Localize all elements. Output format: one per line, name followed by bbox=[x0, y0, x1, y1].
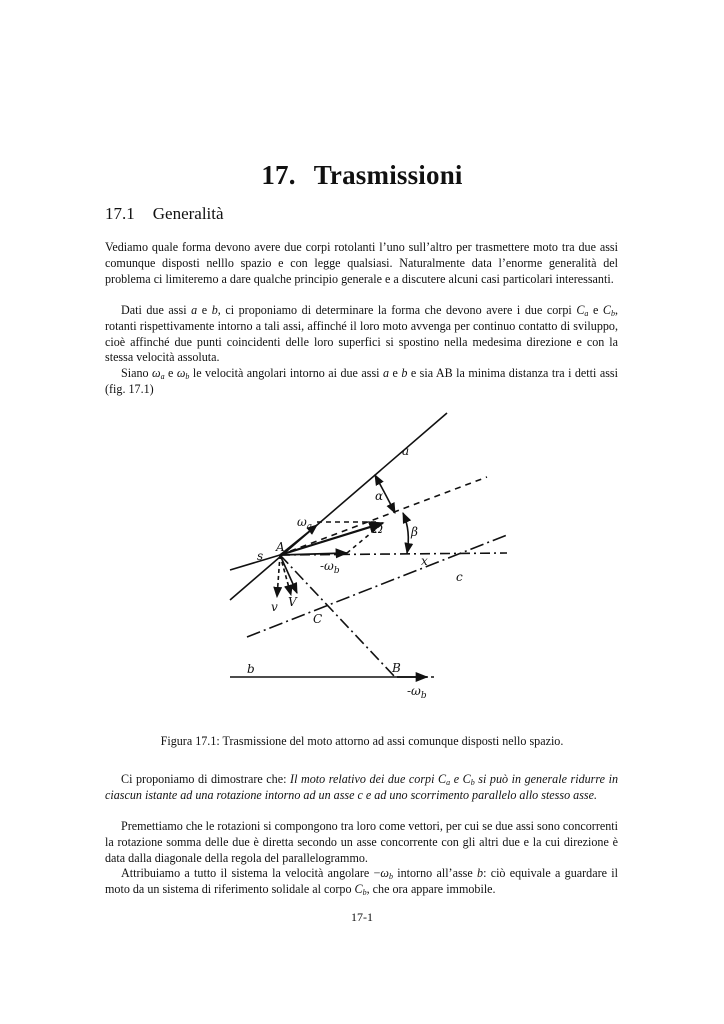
label-minus-omega-b-main: -ω bbox=[320, 559, 334, 573]
vector-Omega bbox=[280, 523, 383, 555]
text-run: e bbox=[588, 303, 603, 317]
math-var: b bbox=[477, 866, 484, 880]
math-sub: b bbox=[610, 309, 615, 318]
label-beta: β bbox=[411, 525, 418, 539]
paragraph-axes bbox=[105, 303, 618, 366]
label-x: x bbox=[421, 554, 428, 568]
label-Omega: Ω bbox=[373, 522, 383, 536]
math-var: ω bbox=[176, 366, 186, 380]
figure-diagram bbox=[225, 405, 515, 701]
label-alpha: α bbox=[375, 489, 384, 503]
label-minus-omega-b-2-main: -ω bbox=[407, 684, 421, 698]
label-c: c bbox=[456, 570, 463, 584]
paragraph-intro: Vediamo quale forma devono avere due corpi rotolanti l’uno sull’altro per trasmettere moto tra due assi comunque disposti nelllo spazio e con legge qualsiasi. Naturalmente data l’enorme generalità del problema ci limiteremo a dare qualche principio generale e a discutere alcuni casi particolari interessanti. bbox=[105, 240, 618, 286]
label-b: b bbox=[247, 662, 255, 676]
chapter-number: 17. bbox=[261, 160, 296, 190]
label-v: v bbox=[271, 600, 278, 614]
theorem-italic: Il moto relativo dei due corpi C bbox=[290, 772, 447, 786]
paragraph-reference-frame bbox=[105, 866, 618, 898]
label-omega-a-sub: a bbox=[306, 522, 313, 532]
label-minus-omega-b-2 bbox=[407, 684, 427, 701]
math-var: b bbox=[401, 366, 408, 380]
paragraph-theorem bbox=[105, 772, 618, 804]
vector-minus-omega-b bbox=[280, 553, 347, 555]
text-run: intorno all’asse bbox=[392, 866, 478, 880]
page-number: 17-1 bbox=[351, 910, 373, 924]
label-C: C bbox=[313, 612, 323, 626]
math-var: a bbox=[383, 366, 390, 380]
figure-caption: Figura 17.1: Trasmissione del moto attorno ad assi comunque disposti nello spazio. bbox=[160, 734, 564, 748]
label-minus-omega-b-sub: b bbox=[333, 566, 340, 576]
math-sub: a bbox=[446, 778, 451, 787]
text-run: e bbox=[164, 366, 177, 380]
label-minus-omega-b-2-sub: b bbox=[420, 691, 427, 701]
text-run: Siano bbox=[121, 366, 153, 380]
label-minus-omega-b bbox=[320, 559, 340, 576]
text-run: , rotanti rispettivamente intorno a tali assi, affinché il loro moto avvenga per continuo contatto di sviluppo, cioè affinché due punti coincidenti delle loro superfici si spostino nella medesima direzione e con la stessa velocità assoluta. bbox=[105, 303, 619, 365]
math-var: C bbox=[602, 303, 611, 317]
dashed-b-projection bbox=[280, 477, 487, 555]
math-sub: b bbox=[470, 778, 475, 787]
text-run: , che ora appare immobile. bbox=[366, 881, 496, 896]
math-sub: b bbox=[185, 372, 190, 381]
label-a: a bbox=[402, 444, 410, 458]
math-sub: a bbox=[584, 309, 589, 318]
text-run: e bbox=[197, 303, 212, 317]
text-run: e sia AB la minima distanza tra i detti assi (fig. 17.1) bbox=[105, 366, 618, 396]
math-sub: b bbox=[388, 872, 393, 881]
text-run: : ciò equivale a guardare il moto da un sistema di riferimento solidale al corpo bbox=[105, 866, 618, 896]
label-V: V bbox=[288, 595, 297, 609]
text-run: , ci proponiamo di determinare la forma che devono avere i due corpi bbox=[217, 303, 577, 317]
theorem-italic: e C bbox=[450, 772, 471, 786]
math-sub: b bbox=[362, 887, 367, 897]
text-run: e bbox=[389, 366, 402, 380]
math-var: C bbox=[576, 303, 585, 317]
paragraph-rotations: Premettiamo che le rotazioni si compongono tra loro come vettori, per cui se due assi sono concorrenti la rotazione somma delle due è diretta secondo un asse concorrente con gli altri due e la cui direzione è data dalla diagonale della regola del parallelogrammo. bbox=[105, 819, 618, 865]
math-var: C bbox=[354, 881, 363, 896]
section-heading bbox=[105, 204, 224, 224]
theorem-italic: si può in generale ridurre in ciascun istante ad una rotazione intorno ad un asse c e ad uno scorrimento parallelo allo stesso asse. bbox=[105, 772, 619, 802]
text-run: le velocità angolari intorno ai due assi bbox=[189, 366, 383, 380]
math-var: ω bbox=[152, 366, 161, 380]
paragraph-velocities bbox=[105, 366, 618, 398]
vector-s bbox=[280, 555, 297, 593]
math-var: ω bbox=[380, 866, 389, 880]
label-omega-a bbox=[297, 515, 312, 532]
label-A: A bbox=[276, 540, 285, 554]
math-sub: a bbox=[160, 372, 165, 381]
label-s: s bbox=[257, 549, 264, 563]
text-run: Dati due assi bbox=[121, 303, 192, 317]
section-number: 17.1 bbox=[105, 204, 135, 223]
section-title-text: Generalità bbox=[152, 204, 224, 223]
label-B: B bbox=[392, 661, 401, 675]
chapter-title bbox=[0, 160, 724, 191]
math-var: b bbox=[211, 303, 218, 317]
vector-v bbox=[277, 555, 280, 597]
text-run: Ci proponiamo di dimostrare che: bbox=[121, 772, 291, 786]
text-run: Attribuiamo a tutto il sistema la velocità angolare − bbox=[121, 866, 381, 880]
label-omega-a-main: ω bbox=[297, 515, 307, 529]
figure-17-1 bbox=[225, 405, 515, 701]
beta-arc bbox=[403, 513, 408, 553]
chapter-title-text: Trasmissioni bbox=[313, 160, 463, 190]
math-var: a bbox=[191, 303, 198, 317]
